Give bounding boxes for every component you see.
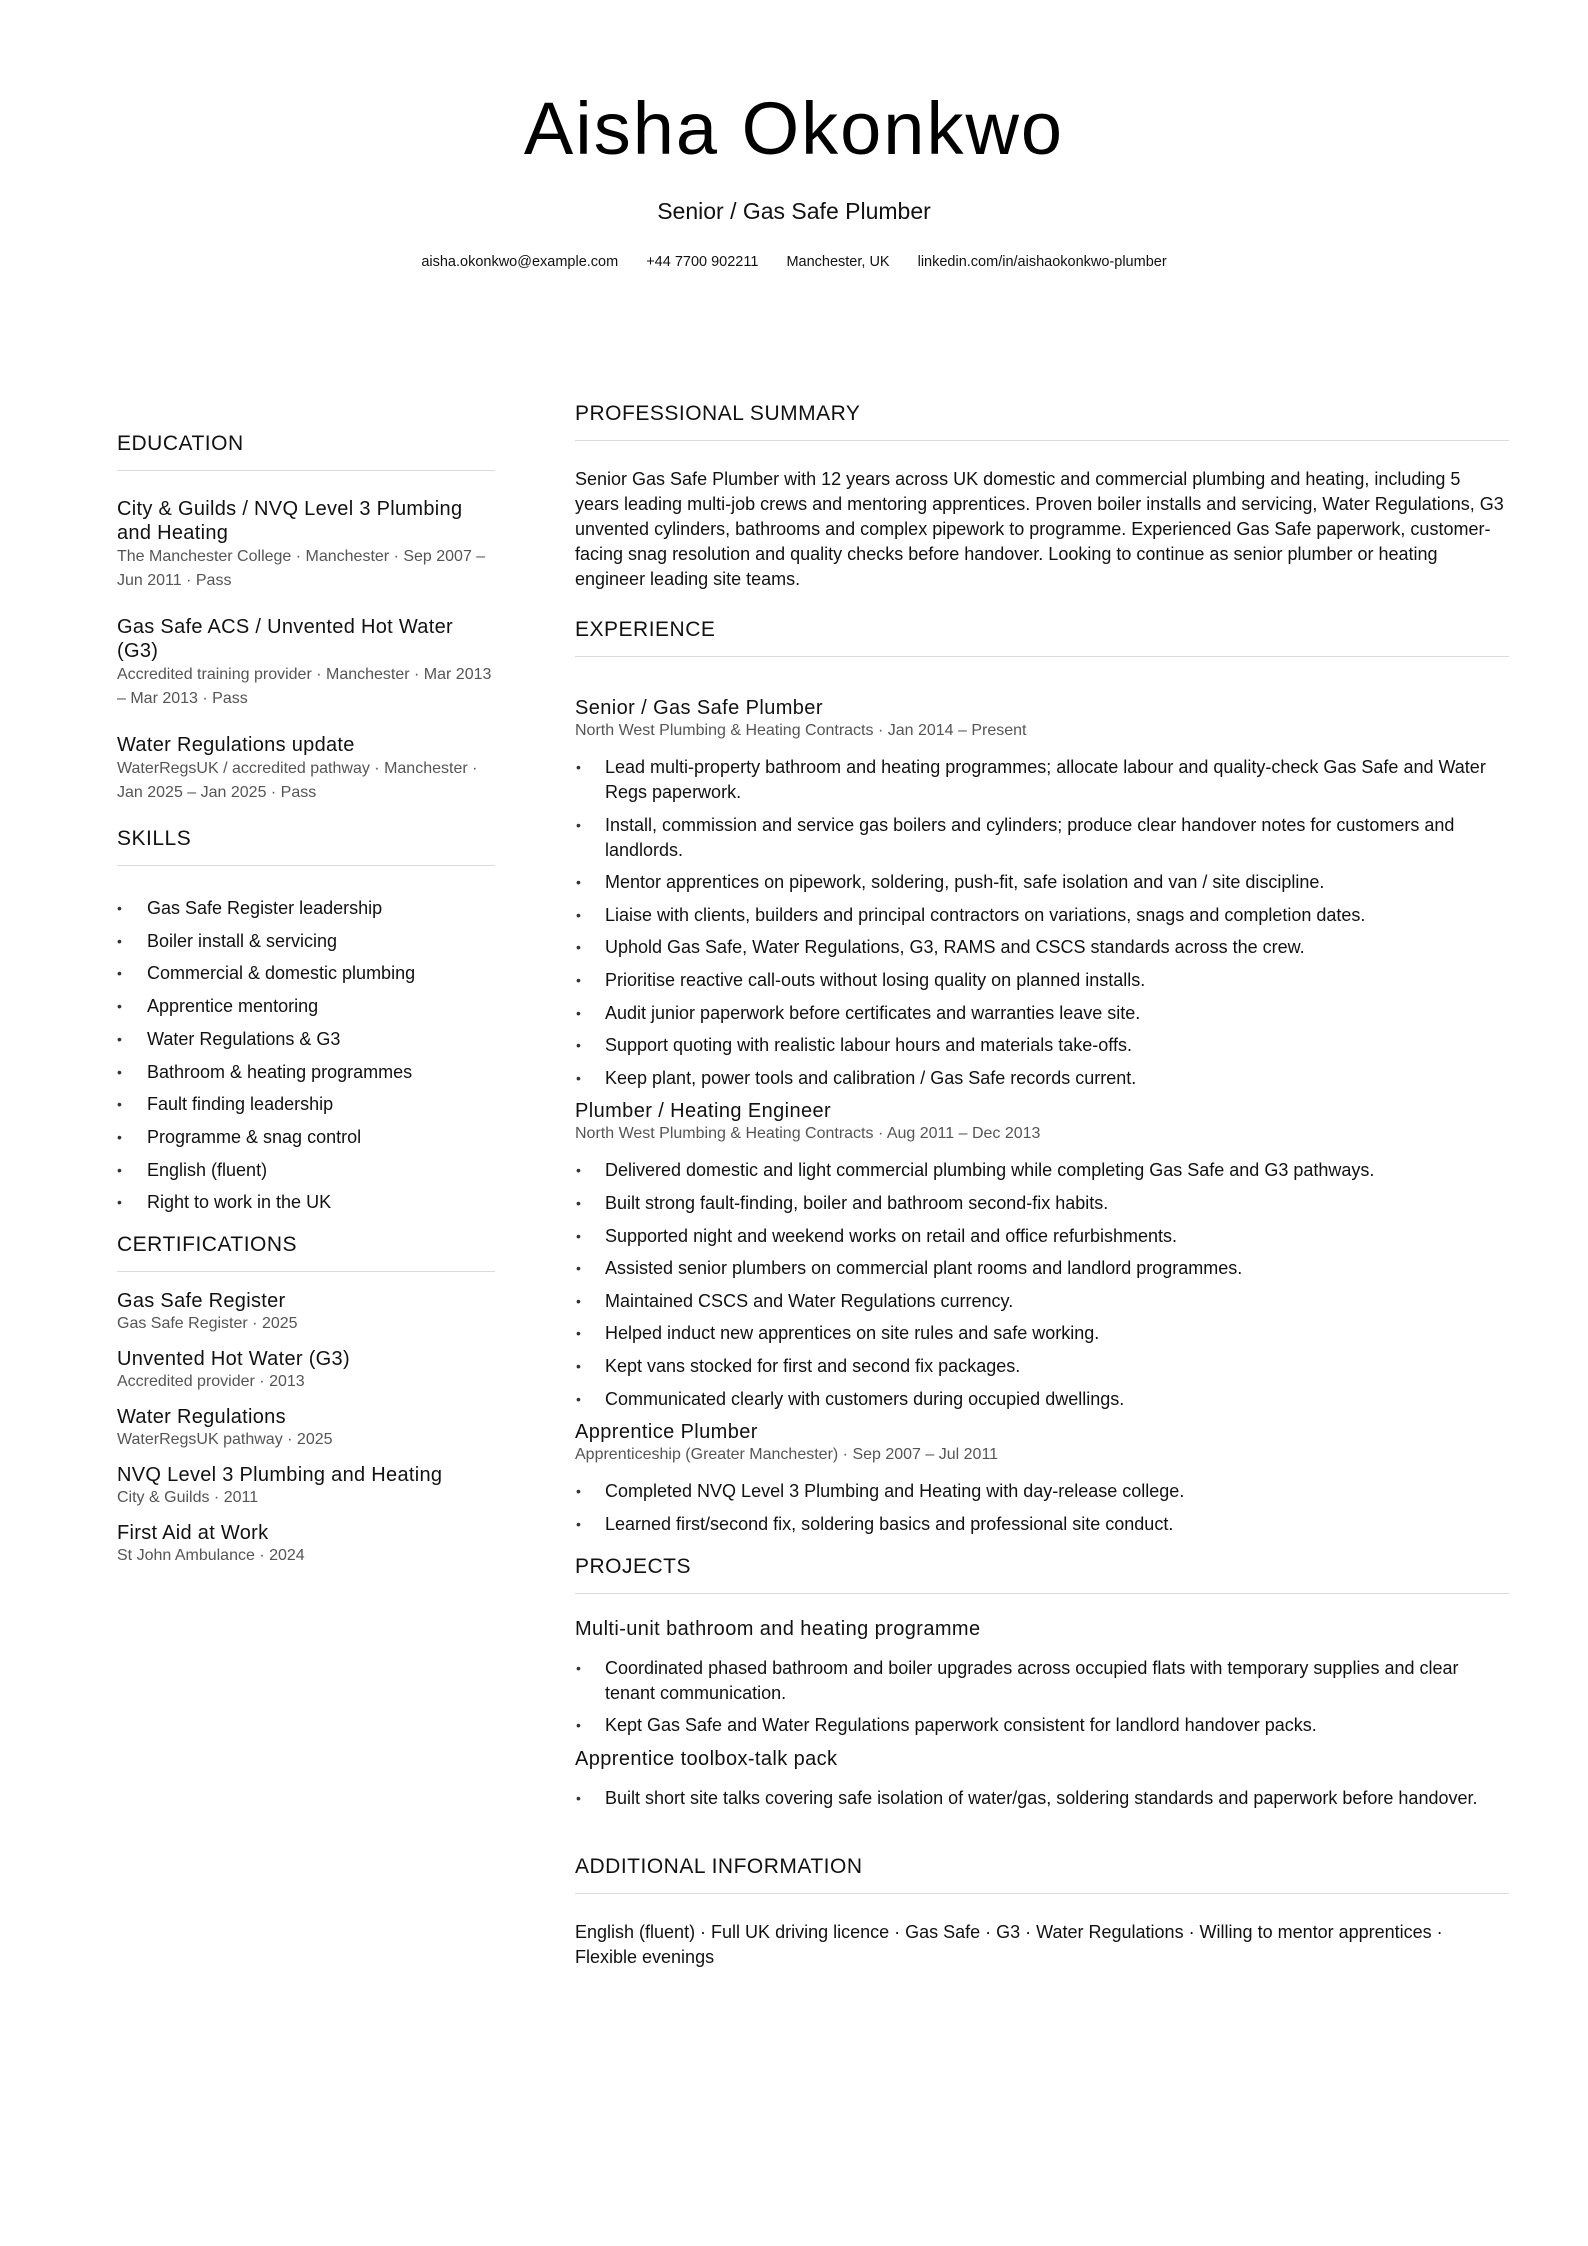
job-title: Senior / Gas Safe Plumber bbox=[575, 697, 823, 719]
education-degree: City & Guilds / NVQ Level 3 Plumbing and Heating bbox=[117, 498, 463, 544]
education-heading: EDUCATION bbox=[117, 432, 495, 471]
contact-phone: +44 7700 902211 bbox=[646, 254, 759, 270]
project-bullet: • Kept Gas Safe and Water Regulations paperwork consistent for landlord handover packs. bbox=[575, 1713, 1509, 1738]
job-bullet: • Lead multi-property bathroom and heating programmes; allocate labour and quality-check Gas Safe and Water Regs paperwork. bbox=[575, 755, 1509, 805]
certification-name: Water Regulations bbox=[117, 1406, 286, 1429]
skill-item: • Apprentice mentoring bbox=[117, 990, 495, 1023]
certification-meta: WaterRegsUK pathway · 2025 bbox=[117, 1431, 333, 1449]
education-section bbox=[117, 432, 495, 805]
certification-item bbox=[117, 1404, 495, 1450]
project-bullets bbox=[575, 1656, 1509, 1739]
skill-item: • Water Regulations & G3 bbox=[117, 1023, 495, 1056]
summary-section bbox=[575, 402, 1509, 592]
certification-name: NVQ Level 3 Plumbing and Heating bbox=[117, 1464, 443, 1487]
education-degree: Gas Safe ACS / Unvented Hot Water (G3) bbox=[117, 616, 453, 662]
skills-section bbox=[117, 827, 495, 1219]
job-bullet: • Assisted senior plumbers on commercial plant rooms and landlord programmes. bbox=[575, 1256, 1509, 1281]
job-bullets bbox=[575, 1158, 1509, 1411]
projects-section bbox=[575, 1555, 1509, 1812]
skill-item: • Bathroom & heating programmes bbox=[117, 1056, 495, 1089]
certifications-list bbox=[117, 1272, 495, 1566]
certification-name: Unvented Hot Water (G3) bbox=[117, 1348, 350, 1371]
candidate-name: Aisha Okonkwo bbox=[523, 87, 1065, 170]
certification-name: First Aid at Work bbox=[117, 1522, 269, 1545]
skill-item: • English (fluent) bbox=[117, 1154, 495, 1187]
experience-heading: EXPERIENCE bbox=[575, 618, 1509, 657]
left-column bbox=[117, 432, 495, 1578]
job-bullet: • Communicated clearly with customers during occupied dwellings. bbox=[575, 1387, 1509, 1412]
job-bullet: • Prioritise reactive call-outs without losing quality on planned installs. bbox=[575, 968, 1509, 993]
experience-list bbox=[575, 657, 1509, 1537]
education-meta: The Manchester College · Manchester · Sep 2007 – Jun 2011 · Pass bbox=[117, 548, 486, 589]
contact-email: aisha.okonkwo@example.com bbox=[421, 254, 619, 270]
education-item bbox=[117, 497, 495, 593]
certifications-heading: CERTIFICATIONS bbox=[117, 1233, 495, 1272]
candidate-title: Senior / Gas Safe Plumber bbox=[657, 198, 931, 224]
contact-line bbox=[0, 254, 1588, 270]
certifications-section bbox=[117, 1233, 495, 1566]
job-bullet: • Learned first/second fix, soldering basics and professional site conduct. bbox=[575, 1512, 1509, 1537]
skill-item: • Programme & snag control bbox=[117, 1121, 495, 1154]
skill-item: • Commercial & domestic plumbing bbox=[117, 957, 495, 990]
summary-text: Senior Gas Safe Plumber with 12 years across UK domestic and commercial plumbing and heating, including 5 years leading multi-job crews and mentoring apprentices. Proven boiler installs and servicing, Water Regulations, G3 unvented cylinders, bathrooms and complex pipework to programme. Experienced Gas Safe paperwork, customer-facing snag resolution and quality checks before handover. Looking to continue as senior plumber or heating engineer leading site teams. bbox=[575, 469, 1504, 589]
skill-item: • Gas Safe Register leadership bbox=[117, 892, 495, 925]
job-meta: Apprenticeship (Greater Manchester) · Sep 2007 – Jul 2011 bbox=[575, 1446, 999, 1464]
job-bullet: • Uphold Gas Safe, Water Regulations, G3, RAMS and CSCS standards across the crew. bbox=[575, 935, 1509, 960]
job-bullet: • Helped induct new apprentices on site rules and safe working. bbox=[575, 1321, 1509, 1346]
project-bullets bbox=[575, 1786, 1509, 1811]
additional-section bbox=[575, 1855, 1509, 1970]
education-item bbox=[117, 615, 495, 711]
right-column bbox=[575, 402, 1509, 1970]
skills-heading: SKILLS bbox=[117, 827, 495, 866]
job-bullet: • Delivered domestic and light commercial plumbing while completing Gas Safe and G3 pathways. bbox=[575, 1158, 1509, 1183]
job-title: Apprentice Plumber bbox=[575, 1421, 758, 1444]
certification-item bbox=[117, 1520, 495, 1566]
job-bullet: • Built strong fault-finding, boiler and bathroom second-fix habits. bbox=[575, 1191, 1509, 1216]
project-title: Apprentice toolbox-talk pack bbox=[575, 1748, 838, 1771]
skills-list bbox=[117, 866, 495, 1219]
job-entry bbox=[575, 1419, 1509, 1537]
job-bullet: • Audit junior paperwork before certificates and warranties leave site. bbox=[575, 1001, 1509, 1026]
project-entry bbox=[575, 1616, 1509, 1739]
job-bullet: • Support quoting with realistic labour hours and materials take-offs. bbox=[575, 1033, 1509, 1058]
job-title: Plumber / Heating Engineer bbox=[575, 1100, 832, 1123]
project-bullet: • Built short site talks covering safe isolation of water/gas, soldering standards and paperwork before handover. bbox=[575, 1786, 1509, 1811]
additional-text: English (fluent) · Full UK driving licence · Gas Safe · G3 · Water Regulations · Willing to mentor apprentices · Flexible evenings bbox=[575, 1922, 1443, 1968]
project-title: Multi-unit bathroom and heating programme bbox=[575, 1617, 981, 1640]
job-entry bbox=[575, 1098, 1509, 1411]
job-bullets bbox=[575, 755, 1509, 1091]
job-meta: North West Plumbing & Heating Contracts · Aug 2011 – Dec 2013 bbox=[575, 1125, 1041, 1143]
education-list bbox=[117, 471, 495, 805]
job-bullet: • Kept vans stocked for first and second fix packages. bbox=[575, 1354, 1509, 1379]
skill-item: • Right to work in the UK bbox=[117, 1186, 495, 1219]
education-degree: Water Regulations update bbox=[117, 734, 355, 756]
job-bullet: • Maintained CSCS and Water Regulations currency. bbox=[575, 1289, 1509, 1314]
job-bullets bbox=[575, 1479, 1509, 1537]
certification-meta: City & Guilds · 2011 bbox=[117, 1489, 259, 1507]
education-meta: WaterRegsUK / accredited pathway · Manchester · Jan 2025 – Jan 2025 · Pass bbox=[117, 760, 478, 801]
job-bullet: • Mentor apprentices on pipework, soldering, push-fit, safe isolation and van / site discipline. bbox=[575, 870, 1509, 895]
job-bullet: • Keep plant, power tools and calibration / Gas Safe records current. bbox=[575, 1066, 1509, 1091]
certification-meta: St John Ambulance · 2024 bbox=[117, 1547, 305, 1565]
certification-item bbox=[117, 1288, 495, 1334]
education-meta: Accredited training provider · Manchester · Mar 2013 – Mar 2013 · Pass bbox=[117, 666, 492, 707]
contact-linkedin: linkedin.com/in/aishaokonkwo-plumber bbox=[917, 254, 1167, 270]
job-bullet: • Supported night and weekend works on retail and office refurbishments. bbox=[575, 1224, 1509, 1249]
contact-location: Manchester, UK bbox=[786, 254, 890, 270]
job-bullet: • Completed NVQ Level 3 Plumbing and Heating with day-release college. bbox=[575, 1479, 1509, 1504]
projects-heading: PROJECTS bbox=[575, 1555, 1509, 1594]
education-item bbox=[117, 733, 495, 805]
certification-meta: Gas Safe Register · 2025 bbox=[117, 1315, 298, 1333]
certification-name: Gas Safe Register bbox=[117, 1290, 286, 1313]
job-bullet: • Install, commission and service gas boilers and cylinders; produce clear handover notes for customers and landlords. bbox=[575, 813, 1509, 863]
certification-item bbox=[117, 1462, 495, 1508]
skill-item: • Fault finding leadership bbox=[117, 1088, 495, 1121]
experience-section bbox=[575, 618, 1509, 1537]
job-meta: North West Plumbing & Heating Contracts · Jan 2014 – Present bbox=[575, 722, 1027, 739]
certification-meta: Accredited provider · 2013 bbox=[117, 1373, 305, 1391]
projects-list bbox=[575, 1594, 1509, 1812]
job-bullet: • Liaise with clients, builders and principal contractors on variations, snags and completion dates. bbox=[575, 903, 1509, 928]
summary-heading: PROFESSIONAL SUMMARY bbox=[575, 402, 1509, 441]
additional-heading: ADDITIONAL INFORMATION bbox=[575, 1855, 1509, 1894]
certification-item bbox=[117, 1346, 495, 1392]
job-entry bbox=[575, 695, 1509, 1091]
project-bullet: • Coordinated phased bathroom and boiler upgrades across occupied flats with temporary supplies and clear tenant communication. bbox=[575, 1656, 1509, 1706]
project-entry bbox=[575, 1746, 1509, 1811]
skill-item: • Boiler install & servicing bbox=[117, 925, 495, 958]
